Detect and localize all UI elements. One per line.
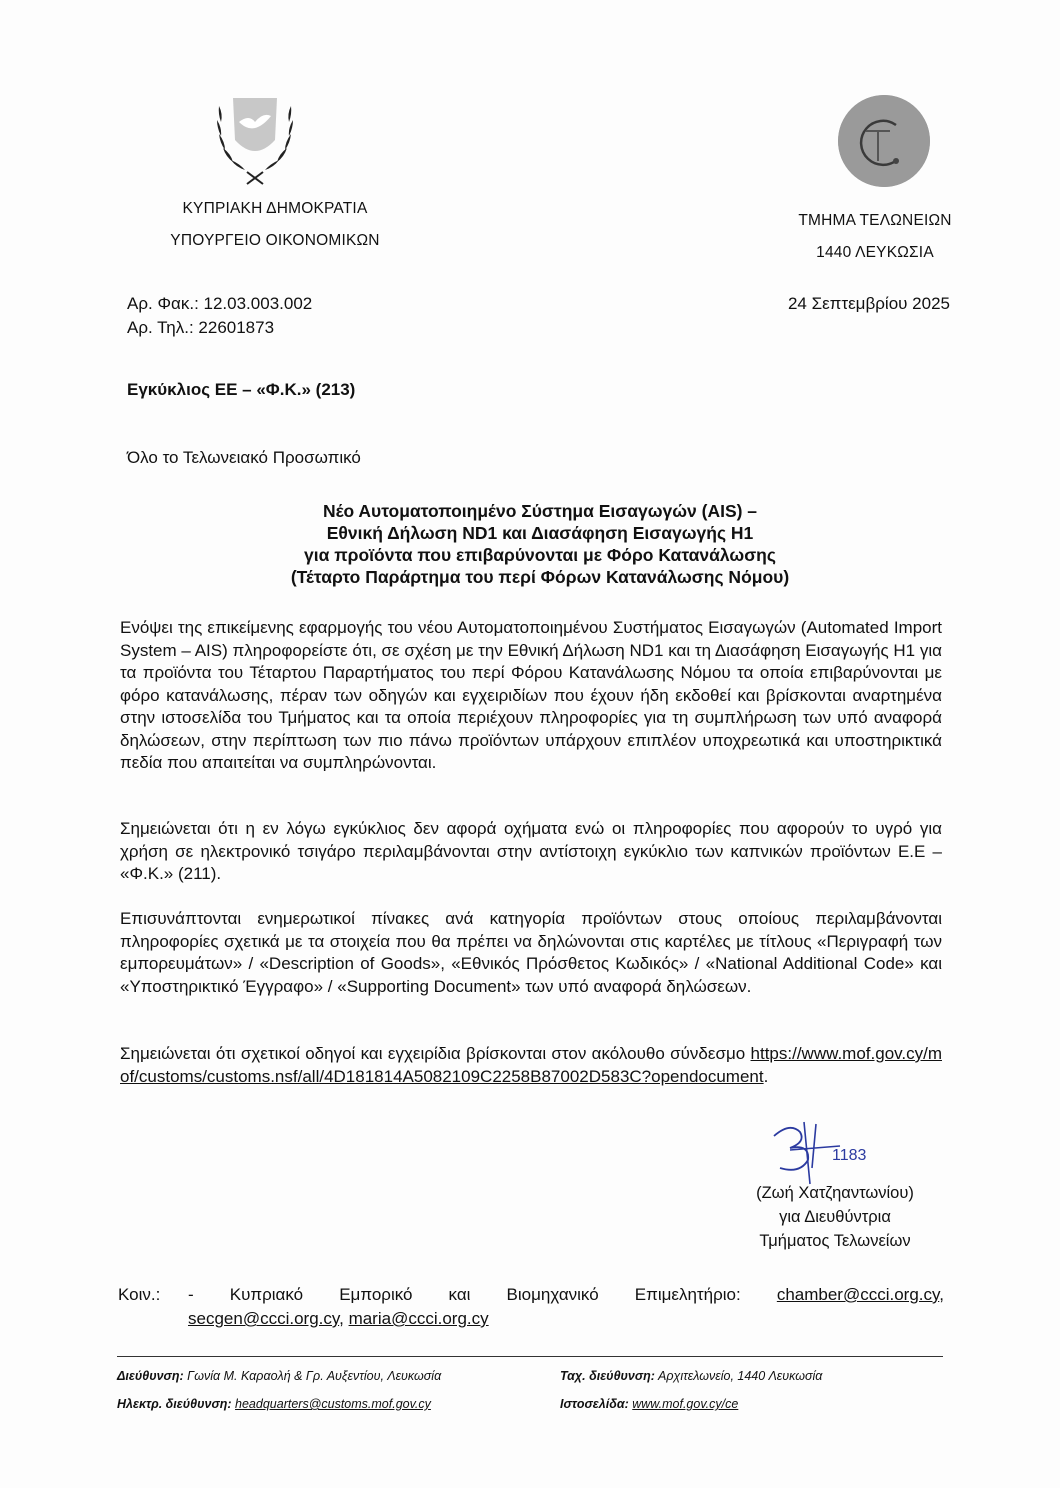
- cc-label: Κοιν.:: [118, 1285, 161, 1304]
- signatory-role: για Διευθύντρια: [779, 1208, 891, 1226]
- customs-department-logo-icon: [838, 95, 930, 187]
- subject-title: [150, 500, 930, 588]
- guides-link[interactable]: https://www.mof.gov.cy/mof/customs/customs.nsf/all/4D181814A5082109C2258B87002D583C?opendocument: [120, 1044, 942, 1086]
- department-name: ΤΜΗΜΑ ΤΕΛΩΝΕΙΩΝ: [798, 212, 952, 229]
- signature-mark-icon: [760, 1118, 890, 1188]
- department-city: 1440 ΛΕΥΚΩΣΙΑ: [816, 244, 934, 261]
- country-name: ΚΥΠΡΙΑΚΗ ΔΗΜΟΚΡΑΤΙΑ: [182, 200, 368, 217]
- file-number: Αρ. Φακ.: 12.03.003.002: [127, 294, 313, 313]
- ministry-header: [150, 193, 400, 257]
- paragraph-end: .: [763, 1066, 769, 1086]
- footer-postal: [560, 1368, 822, 1384]
- footer-label: Ηλεκτρ. διεύθυνση:: [117, 1397, 232, 1411]
- body-paragraph-1: Ενόψει της επικείμενης εφαρμογής του νέου Αυτοματοποιημένου Συστήματος Εισαγωγών (Automated Import System – AIS) πληροφορείστε ότι, σε σχέση με την Εθνική Δήλωση ND1 και τη Διασάφηση Εισαγωγής H1 για τα προϊόντα του Τέταρτου Παραρτήματος του περί Φόρου Κατανάλωσης Νόμου τα οποία επιβαρύνονται με φόρο κατανάλωσης, πέραν των οδηγών και εγχειριδίων που έχουν ήδη εκδοθεί και βρίσκονται αναρτημένα στην ιστοσελίδα του Τμήματος και τα οποία περιέχουν πληροφορίες για τη συμπλήρωση των υπό αναφορά δηλώσεων, στην περίπτωση των πιο πάνω προϊόντων υπάρχουν επιπλέον υποχρεωτικά και υποστηρικτικά πεδία που απαιτείται να συμπληρώνονται.: [120, 618, 942, 772]
- footer-address: [117, 1368, 441, 1384]
- footer-website: [560, 1396, 738, 1412]
- signatory-block: [720, 1181, 950, 1253]
- cc-line-2: [188, 1308, 489, 1330]
- footer-website-link[interactable]: www.mof.gov.cy/ce: [632, 1397, 739, 1411]
- cyprus-coat-of-arms-icon: [205, 92, 305, 188]
- paragraph-text: Σημειώνεται ότι σχετικοί οδηγοί και εγχειρίδια βρίσκονται στον ακόλουθο σύνδεσμο: [120, 1044, 751, 1063]
- cc-organization: - Κυπριακό Εμπορικό και Βιομηχανικό Επιμελητήριο:: [188, 1285, 741, 1304]
- footer-value: Αρχιτελωνείο, 1440 Λευκωσία: [658, 1369, 823, 1383]
- signature-number: 1183: [832, 1147, 867, 1164]
- comma: ,: [939, 1285, 944, 1304]
- signatory-name: (Ζωή Χατζηαντωνίου): [756, 1184, 914, 1202]
- footer-label: Ταχ. διεύθυνση:: [560, 1369, 655, 1383]
- letter-date: 24 Σεπτεμβρίου 2025: [787, 294, 950, 313]
- reference-block: [127, 292, 312, 340]
- signatory-department: Τμήματος Τελωνείων: [759, 1232, 911, 1250]
- footer-label: Διεύθυνση:: [117, 1369, 184, 1383]
- cc-email-chamber[interactable]: chamber@ccci.org.cy: [776, 1285, 940, 1304]
- body-paragraph-4: [120, 1043, 942, 1088]
- footer-value: Γωνία Μ. Καραολή & Γρ. Αυξεντίου, Λευκωσία: [187, 1369, 442, 1383]
- ministry-name: ΥΠΟΥΡΓΕΙΟ ΟΙΚΟΝΟΜΙΚΩΝ: [170, 232, 380, 249]
- footer-divider: [117, 1356, 943, 1357]
- comma: ,: [339, 1309, 349, 1328]
- subject-line: (Τέταρτο Παράρτημα του περί Φόρων Κατανάλωσης Νόμου): [290, 567, 790, 587]
- cc-email-secgen[interactable]: secgen@ccci.org.cy: [188, 1309, 340, 1328]
- subject-line: για προϊόντα που επιβαρύνονται με Φόρο Κατανάλωσης: [304, 545, 776, 565]
- body-paragraph-2: Σημειώνεται ότι η εν λόγω εγκύκλιος δεν αφορά οχήματα ενώ οι πληροφορίες που αφορούν το υγρό για χρήση σε ηλεκτρονικό τσιγάρο περιλαμβάνονται στην αντίστοιχη εγκύκλιο των καπνικών προϊόντων Ε.Ε – «Φ.Κ.» (211).: [120, 819, 942, 883]
- circular-number: Εγκύκλιος ΕΕ – «Φ.Κ.» (213): [127, 380, 356, 399]
- footer-email: [117, 1396, 431, 1412]
- body-paragraph-3: Επισυνάπτονται ενημερωτικοί πίνακες ανά κατηγορία προϊόντων στους οποίους περιλαμβάνονται πληροφορίες σχετικά με τα στοιχεία που θα πρέπει να δηλώνονται στις καρτέλες με τίτλους «Περιγραφή των εμπορευμάτων» / «Description of Goods», «Εθνικός Πρόσθετος Κωδικός» / «National Additional Code» και «Υποστηρικτικό Έγγραφο» / «Supporting Document» των υπό αναφορά δηλώσεων.: [120, 909, 942, 996]
- phone-number: Αρ. Τηλ.: 22601873: [127, 318, 275, 337]
- subject-line: Εθνική Δήλωση ND1 και Διασάφηση Εισαγωγής H1: [326, 523, 754, 543]
- subject-line: Νέο Αυτοματοποιημένο Σύστημα Εισαγωγών (AIS) –: [322, 501, 758, 521]
- cc-email-maria[interactable]: maria@ccci.org.cy: [348, 1309, 489, 1328]
- footer-email-link[interactable]: headquarters@customs.mof.gov.cy: [235, 1397, 431, 1411]
- department-header: [760, 205, 990, 269]
- recipient: Όλο το Τελωνειακό Προσωπικό: [127, 448, 361, 467]
- cc-line-1: [188, 1284, 944, 1306]
- footer-label: Ιστοσελίδα:: [560, 1397, 629, 1411]
